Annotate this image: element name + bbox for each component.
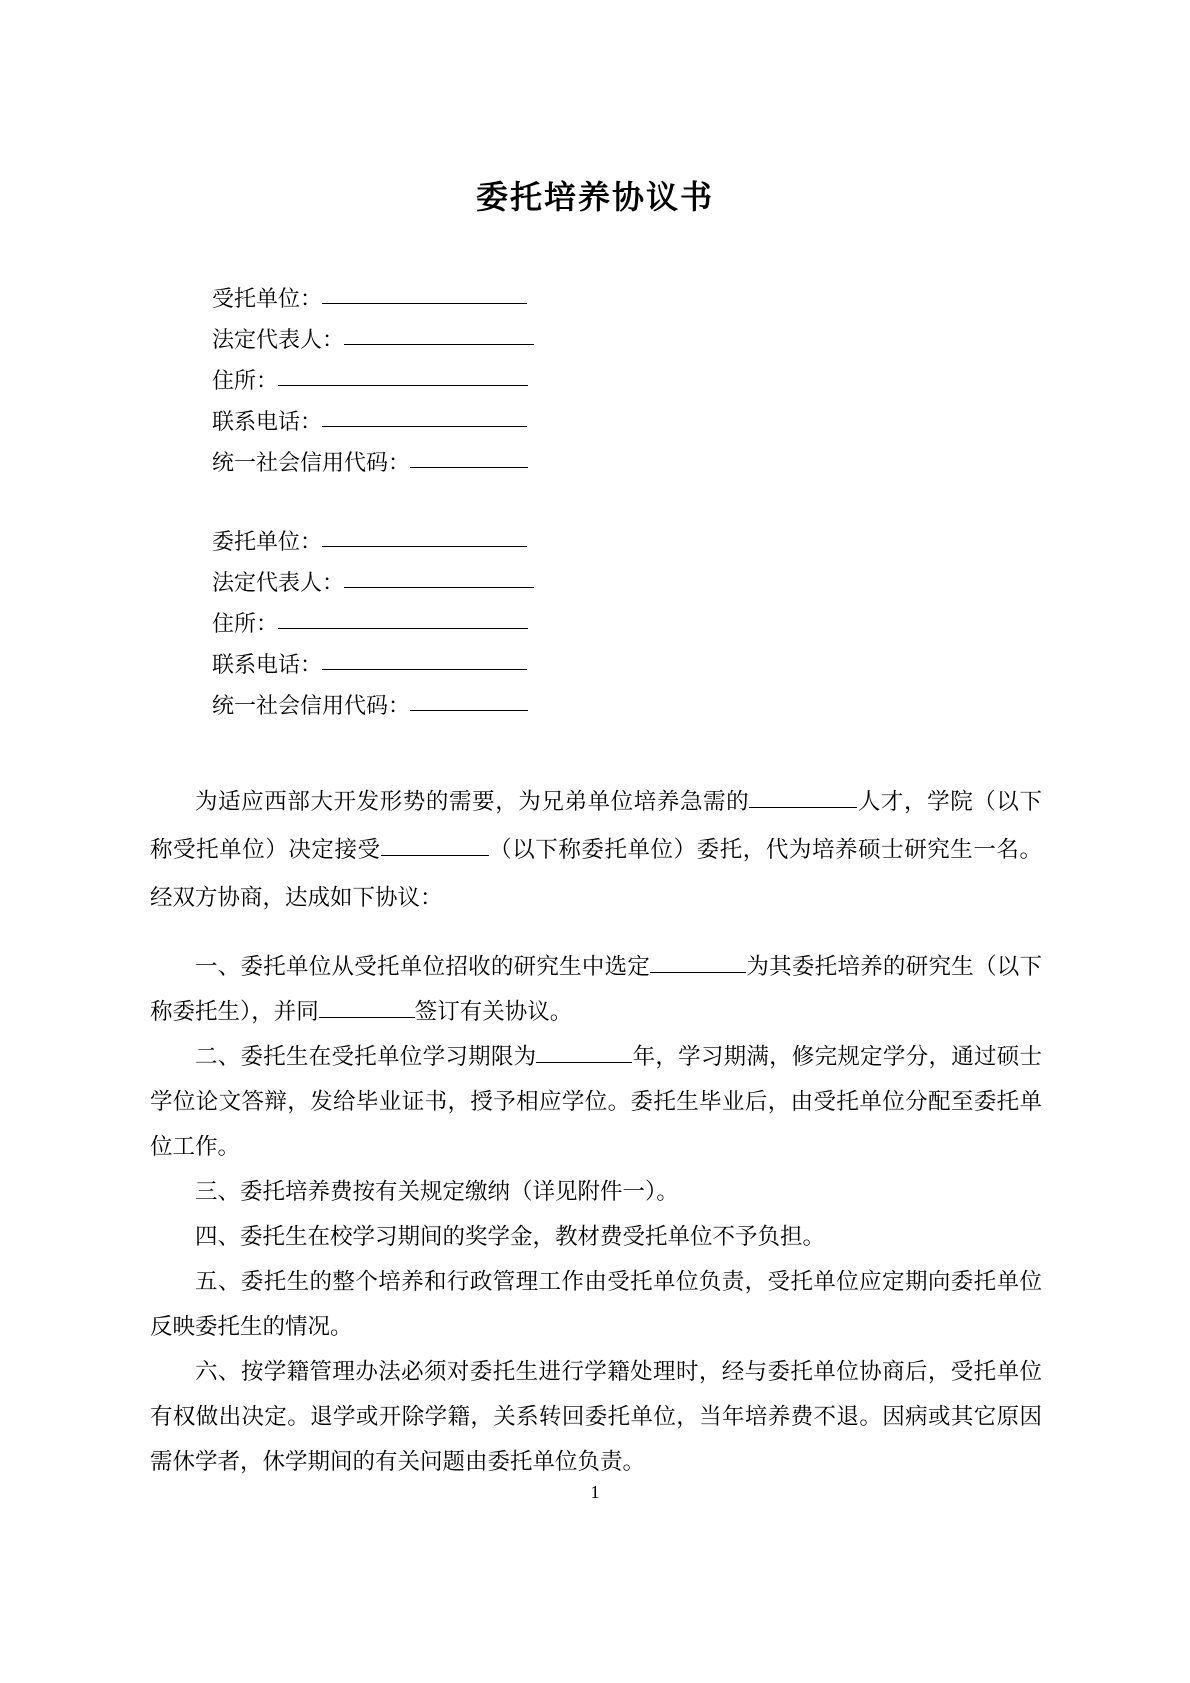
field-label-entrusted-phone: 联系电话： (212, 409, 323, 435)
field-label-entrusting-address: 住所： (212, 611, 279, 637)
field-label-entrusted-address: 住所： (212, 368, 279, 394)
clause-4-text: 委托生在校学习期间的奖学金，教材费受托单位不予负担。 (240, 1224, 826, 1250)
field-row-entrusted-credit-code (212, 442, 1040, 483)
clause-1-blank-student-name[interactable] (650, 956, 746, 973)
lead-paragraph-part3: （以下称委托单位）委托，代为培养硕士研究生一名。经双方协商，达成如下协议： (150, 837, 1042, 911)
clause-2-part1: 委托生在受托单位学习期限为 (240, 1044, 537, 1070)
lead-blank-entrusting-unit[interactable] (381, 839, 489, 856)
field-row-entrusting-legal-rep (212, 562, 1040, 603)
clause-4-number: 四、 (195, 1224, 241, 1250)
entrusted-party-block (212, 278, 1040, 483)
field-label-entrusting-credit-code: 统一社会信用代码： (212, 693, 411, 719)
lead-paragraph-part1: 为适应西部大开发形势的需要，为兄弟单位培养急需的 (195, 789, 750, 815)
field-row-entrusted-unit (212, 278, 1040, 319)
field-blank-entrusted-legal-rep[interactable] (344, 326, 534, 345)
field-row-entrusting-credit-code (212, 685, 1040, 726)
clause-1-number: 一、 (195, 954, 241, 980)
party-information-section (0, 278, 1190, 726)
field-label-entrusted-credit-code: 统一社会信用代码： (212, 450, 411, 476)
clause-1-part1: 委托单位从受托单位招收的研究生中选定 (240, 954, 651, 980)
clause-2-part2: 年，学习期满，修完规定学分，通过硕士学位论文答辩，发给毕业证书，授予相应学位。委托生毕业后，由受托单位分配至委托单位工作。 (150, 1044, 1042, 1160)
page-title: 委托培养协议书 (475, 179, 714, 215)
field-blank-entrusting-legal-rep[interactable] (344, 569, 534, 588)
clause-1-blank-counterparty[interactable] (319, 1001, 415, 1018)
field-label-entrusted-legal-rep: 法定代表人： (212, 327, 345, 353)
agreement-body (0, 778, 1190, 1484)
field-row-entrusting-address (212, 603, 1040, 644)
clause-6-number: 六、 (195, 1359, 241, 1385)
clause-5-text: 委托生的整个培养和行政管理工作由受托单位负责，受托单位应定期向委托单位反映委托生的情况。 (150, 1269, 1042, 1340)
field-row-entrusted-phone (212, 401, 1040, 442)
clause-1-part3: 签订有关协议。 (414, 999, 573, 1025)
clause-2-number: 二、 (195, 1044, 241, 1070)
field-blank-entrusted-address[interactable] (278, 367, 528, 386)
field-blank-entrusting-phone[interactable] (322, 651, 527, 670)
lead-paragraph (150, 778, 1042, 922)
clause-4 (150, 1214, 1042, 1259)
field-blank-entrusted-unit[interactable] (322, 285, 527, 304)
clause-5-number: 五、 (195, 1269, 241, 1295)
field-blank-entrusted-phone[interactable] (322, 408, 527, 427)
field-row-entrusted-address (212, 360, 1040, 401)
field-label-entrusting-phone: 联系电话： (212, 652, 323, 678)
clause-2 (150, 1034, 1042, 1169)
field-blank-entrusting-address[interactable] (278, 610, 528, 629)
clause-1 (150, 944, 1042, 1034)
field-blank-entrusted-credit-code[interactable] (410, 449, 528, 468)
field-label-entrusting-unit: 委托单位： (212, 529, 323, 555)
field-row-entrusted-legal-rep (212, 319, 1040, 360)
field-row-entrusting-phone (212, 644, 1040, 685)
clause-1-part2: 为其委托培养的研究生（以下称委托生），并同 (150, 954, 1042, 1025)
lead-blank-talent-type[interactable] (749, 791, 857, 808)
entrusting-party-block (212, 521, 1040, 726)
clause-6-text: 按学籍管理办法必须对委托生进行学籍处理时，经与委托单位协商后，受托单位有权做出决定。退学或开除学籍，关系转回委托单位，当年培养费不退。因病或其它原因需休学者，休学期间的有关问题由委托单位负责。 (150, 1359, 1042, 1475)
clause-2-blank-years[interactable] (536, 1046, 632, 1063)
clause-3-text: 委托培养费按有关规定缴纳（详见附件一）。 (240, 1179, 679, 1205)
field-blank-entrusting-unit[interactable] (322, 528, 527, 547)
clause-3 (150, 1169, 1042, 1214)
field-blank-entrusting-credit-code[interactable] (410, 692, 528, 711)
lead-paragraph-part2: 人才，学院（以下称受托单位）决定接受 (150, 789, 1042, 863)
clause-6 (150, 1349, 1042, 1484)
page-number: 1 (590, 1482, 600, 1502)
field-label-entrusted-unit: 受托单位： (212, 286, 323, 312)
clause-5 (150, 1259, 1042, 1349)
field-label-entrusting-legal-rep: 法定代表人： (212, 570, 345, 596)
field-row-entrusting-unit (212, 521, 1040, 562)
clause-3-number: 三、 (195, 1179, 241, 1205)
